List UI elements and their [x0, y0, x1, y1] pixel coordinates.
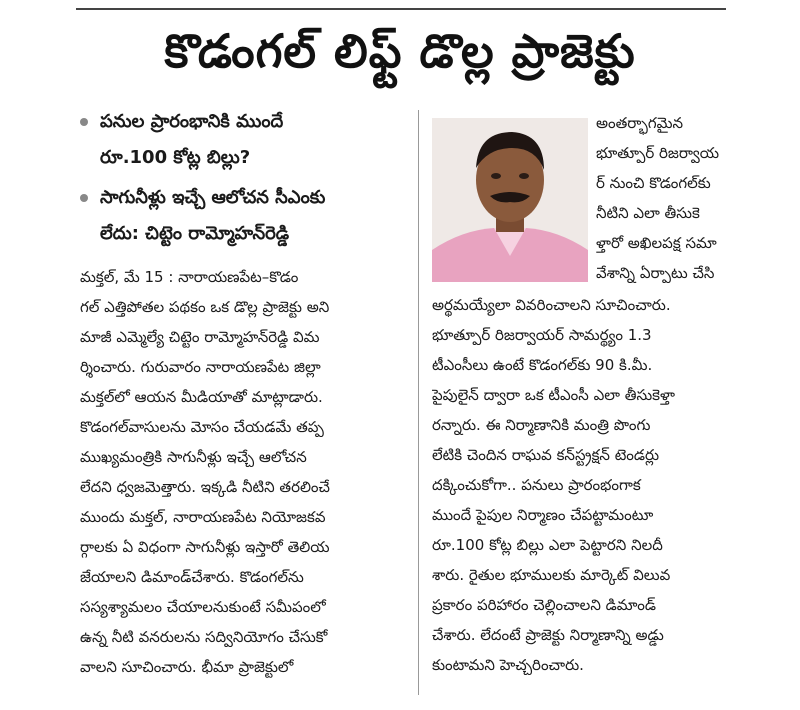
- body-text-line: టీఎంసీలు ఉంటే కొడంగల్‌కు 90 కి.మీ.: [432, 356, 653, 374]
- body-text-line: దక్కించుకోగా.. పనులు ప్రారంభంగాక: [432, 476, 641, 494]
- bullet-line: లేదు: చిట్టెం రామ్మోహన్‌రెడ్డి: [100, 223, 290, 244]
- bullet-icon: [80, 194, 88, 202]
- body-text-line: అంతర్భాగమైన: [596, 114, 684, 132]
- body-text-line: లేదని ధ్వజమెత్తారు. ఇక్కడి నీటిని తరలించే: [80, 478, 330, 496]
- body-text-line: కొడంగల్‌వాసులను మోసం చేయడమే తప్ప: [80, 418, 324, 436]
- person-portrait-icon: [432, 118, 588, 282]
- body-text-line: శారు. రైతుల భూములకు మార్కెట్ విలువ: [432, 566, 671, 584]
- bullet-item: [80, 104, 410, 176]
- bullet-line: రూ.100 కోట్ల బిల్లు?: [100, 147, 251, 168]
- body-text-line: మాజీ ఎమ్మెల్యే చిట్టెం రామ్మోహన్‌రెడ్డి విమ: [80, 328, 320, 346]
- body-text-line: ర్గాలకు ఏ విధంగా సాగునీళ్లు ఇస్తారో తెలియ: [80, 538, 330, 556]
- top-rule: [76, 8, 726, 10]
- portrait-photo: [432, 118, 588, 282]
- body-text-line: సస్యశ్యామలం చేయాలనుకుంటే సమీపంలో: [80, 598, 326, 616]
- body-text-line: పైపులైన్ ద్వారా ఒక టీఎంసీ ఎలా తీసుకెళ్తా: [432, 386, 675, 404]
- body-text-line: ప్రకారం పరిహారం చెల్లించాలని డిమాండ్: [432, 596, 656, 614]
- right-column: [432, 290, 792, 680]
- body-text-line: వాలని సూచించారు. భీమా ప్రాజెక్టులో: [80, 658, 294, 676]
- body-text-line: ర్శించారు. గురువారం నారాయణపేట జిల్లా: [80, 358, 321, 376]
- body-text-line: భూత్పూర్ రిజర్వాయర్ సామర్థ్యం 1.3: [432, 326, 652, 344]
- body-text-line: ముందే పైపుల నిర్మాణం చేపట్టామంటూ: [432, 506, 654, 524]
- body-text-line: మక్తల్‌లో ఆయన మీడియాతో మాట్లాడారు.: [80, 388, 323, 406]
- bullet-item: [80, 180, 410, 252]
- body-text-line: రూ.100 కోట్ల బిల్లు ఎలా పెట్టారని నిలదీ: [432, 536, 663, 554]
- bullet-line: సాగునీళ్లు ఇచ్చే ఆలోచన సీఎంకు: [100, 187, 326, 208]
- left-column: [80, 262, 410, 682]
- body-text-line: గల్ ఎత్తిపోతల పథకం ఒక డొల్ల ప్రాజెక్టు అని: [80, 298, 330, 316]
- body-text-line: జేయాలని డిమాండ్‌చేశారు. కొడంగల్‌ను: [80, 568, 304, 586]
- body-text-line: ముఖ్యమంత్రికి సాగునీళ్లు ఇచ్చే ఆలోచన: [80, 448, 307, 466]
- body-text-line: ళ్తారో అఖిలపక్ష సమా: [596, 234, 717, 252]
- body-text-line: భూత్పూర్ రిజర్వాయ: [596, 144, 720, 162]
- body-text-line: వేశాన్ని ఏర్పాటు చేసి: [596, 264, 715, 282]
- body-text-line: ఉన్న నీటి వనరులను సద్వినియోగం చేసుకో: [80, 628, 328, 646]
- body-text-line: ర్ నుంచి కొడంగల్‌కు: [596, 174, 711, 192]
- summary-bullets: [80, 104, 410, 256]
- body-text-line: నీటిని ఎలా తీసుకె: [596, 204, 700, 222]
- right-top-column: [596, 108, 792, 288]
- bullet-icon: [80, 118, 88, 126]
- body-text-line: కుంటామని హెచ్చరించారు.: [432, 656, 584, 674]
- body-text-line: మక్తల్, మే 15 : నారాయణపేట–కొడం: [80, 268, 299, 286]
- body-text-line: అర్థమయ్యేలా వివరించాలని సూచించారు.: [432, 296, 671, 314]
- bullet-line: పనుల ప్రారంభానికి ముందే: [100, 111, 284, 132]
- column-divider: [418, 110, 419, 695]
- body-text-line: రన్నారు. ఈ నిర్మాణానికి మంత్రి పొంగు: [432, 416, 651, 434]
- body-text-line: ముందు మక్తల్, నారాయణపేట నియోజకవ: [80, 508, 326, 526]
- body-text-line: చేశారు. లేదంటే ప్రాజెక్టు నిర్మాణాన్ని అడ్డు: [432, 626, 664, 644]
- headline: కొడంగల్ లిఫ్ట్ డొల్ల ప్రాజెక్టు: [164, 24, 636, 78]
- body-text-line: లేటికి చెందిన రాఘవ కన్‌స్ట్రక్షన్ టెండర్లు: [432, 446, 660, 464]
